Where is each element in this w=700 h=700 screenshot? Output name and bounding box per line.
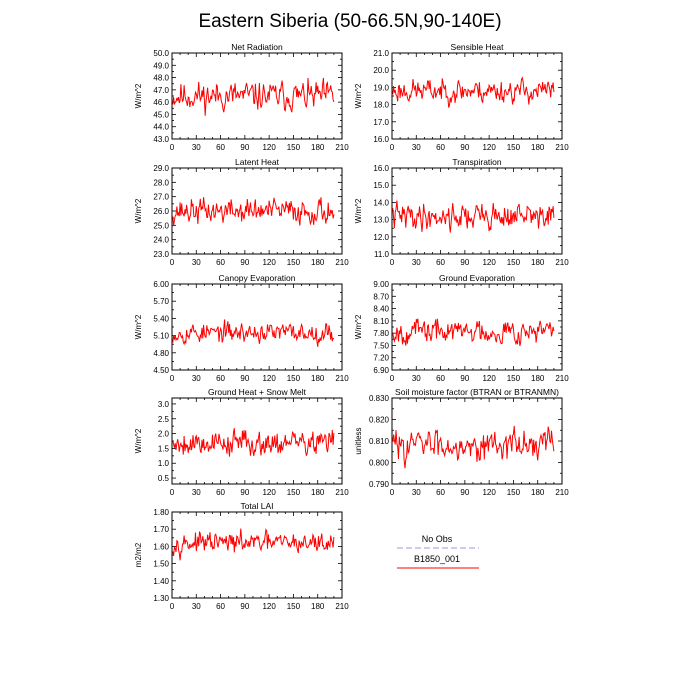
y-tick-label: 1.30: [153, 594, 169, 603]
y-tick-label: 48.0: [153, 73, 169, 83]
x-tick-label: 150: [286, 143, 301, 152]
x-tick-label: 180: [311, 258, 325, 267]
series-line: [393, 201, 554, 233]
y-tick-label: 44.0: [153, 122, 169, 132]
legend-label-no-obs: No Obs: [421, 534, 453, 544]
x-tick-label: 150: [506, 374, 521, 383]
x-tick-label: 60: [216, 602, 226, 611]
chart-panel: [354, 387, 569, 497]
series-line: [173, 529, 334, 561]
x-tick-label: 60: [216, 143, 226, 152]
chart-title: Ground Heat + Snow Melt: [207, 387, 307, 397]
plot-frame: [392, 284, 562, 370]
x-tick-label: 30: [191, 258, 201, 267]
x-tick-label: 90: [240, 374, 250, 383]
x-tick-label: 60: [436, 143, 446, 152]
y-tick-label: 1.60: [153, 542, 169, 552]
x-tick-label: 210: [335, 258, 349, 267]
y-axis-label: W/m^2: [354, 83, 363, 109]
x-tick-label: 210: [555, 374, 569, 383]
chart-panel: [134, 387, 349, 497]
panels: [134, 42, 569, 611]
y-tick-label: 0.810: [368, 437, 389, 446]
x-tick-label: 120: [262, 143, 276, 152]
x-tick-label: 60: [436, 488, 446, 497]
y-tick-label: 17.0: [373, 117, 389, 127]
series-line: [393, 426, 554, 468]
x-tick-label: 120: [482, 143, 496, 152]
y-tick-label: 16.0: [373, 164, 389, 173]
y-tick-label: 27.0: [153, 192, 169, 202]
x-tick-label: 180: [311, 374, 325, 383]
x-tick-label: 120: [262, 602, 276, 611]
series-line: [173, 428, 334, 456]
x-tick-label: 30: [191, 488, 201, 497]
x-tick-label: 0: [389, 258, 395, 267]
y-tick-label: 1.5: [157, 444, 169, 454]
y-tick-label: 9.00: [373, 280, 389, 289]
chart-panel: [134, 273, 349, 383]
y-tick-label: 28.0: [153, 178, 169, 188]
plot-frame: [392, 53, 562, 139]
chart-title: Net Radiation: [231, 42, 283, 52]
y-tick-label: 2.0: [157, 429, 169, 439]
y-tick-label: 6.90: [373, 366, 389, 375]
x-tick-label: 180: [311, 143, 325, 152]
y-tick-label: 11.0: [374, 250, 389, 259]
y-axis-label: W/m^2: [134, 428, 143, 454]
x-tick-label: 0: [169, 374, 175, 383]
y-tick-label: 7.80: [373, 329, 389, 339]
y-axis-label: W/m^2: [134, 198, 143, 224]
x-tick-label: 210: [555, 488, 569, 497]
x-tick-label: 30: [411, 488, 421, 497]
chart-title: Total LAI: [240, 501, 274, 511]
y-tick-label: 29.0: [153, 164, 169, 173]
y-tick-label: 46.0: [153, 98, 169, 108]
y-tick-label: 1.0: [157, 459, 169, 469]
figure-title: Eastern Siberia (50-66.5N,90-140E): [198, 11, 502, 32]
x-tick-label: 30: [191, 374, 201, 383]
chart-title: Sensible Heat: [450, 42, 504, 52]
y-tick-label: 4.80: [153, 348, 169, 358]
y-tick-label: 26.0: [153, 207, 169, 216]
plot-frame: [172, 284, 342, 370]
y-tick-label: 18.0: [373, 100, 389, 110]
x-tick-label: 60: [436, 374, 446, 383]
y-tick-label: 25.0: [153, 221, 169, 231]
x-tick-label: 0: [169, 602, 175, 611]
chart-panel: [354, 273, 569, 383]
y-tick-label: 0.5: [157, 474, 169, 484]
x-tick-label: 210: [555, 143, 569, 152]
x-tick-label: 210: [555, 258, 569, 267]
y-axis-label: W/m^2: [134, 314, 143, 340]
x-tick-label: 60: [216, 258, 226, 267]
y-tick-label: 47.0: [153, 85, 169, 95]
y-tick-label: 2.5: [157, 414, 169, 424]
y-tick-label: 7.50: [373, 341, 389, 351]
x-tick-label: 30: [191, 602, 201, 611]
y-tick-label: 5.70: [153, 297, 169, 307]
x-tick-label: 60: [216, 488, 226, 497]
y-tick-label: 16.0: [373, 135, 389, 144]
y-tick-label: 0.820: [368, 415, 389, 425]
x-tick-label: 90: [240, 143, 250, 152]
y-axis-label: m2/m2: [134, 542, 143, 568]
x-tick-label: 0: [389, 488, 395, 497]
x-tick-label: 0: [169, 143, 175, 152]
y-tick-label: 0.790: [368, 480, 389, 489]
x-tick-label: 180: [311, 602, 325, 611]
series-line: [173, 319, 334, 346]
x-tick-label: 30: [191, 143, 201, 152]
y-tick-label: 8.70: [373, 292, 389, 302]
y-tick-label: 3.0: [157, 399, 169, 409]
x-tick-label: 210: [335, 602, 349, 611]
x-tick-label: 210: [335, 143, 349, 152]
y-tick-label: 43.0: [153, 135, 169, 144]
x-tick-label: 150: [506, 488, 521, 497]
y-tick-label: 23.0: [153, 250, 169, 259]
series-line: [173, 78, 334, 116]
y-axis-label: W/m^2: [354, 198, 363, 224]
x-tick-label: 210: [335, 374, 349, 383]
chart-title: Soil moisture factor (BTRAN or BTRANMN): [395, 387, 559, 397]
x-tick-label: 210: [335, 488, 349, 497]
series-line: [173, 197, 334, 226]
y-tick-label: 8.10: [373, 316, 389, 326]
x-tick-label: 180: [311, 488, 325, 497]
chart-title: Canopy Evaporation: [218, 273, 296, 283]
chart-panel: [134, 501, 349, 611]
y-tick-label: 1.50: [153, 559, 169, 569]
y-tick-label: 5.10: [153, 331, 169, 341]
y-tick-label: 50.0: [153, 49, 169, 58]
x-tick-label: 120: [482, 258, 496, 267]
chart-panel: [354, 157, 569, 267]
x-tick-label: 90: [460, 374, 470, 383]
x-tick-label: 60: [436, 258, 446, 267]
x-tick-label: 90: [240, 602, 250, 611]
y-axis-label: W/m^2: [354, 314, 363, 340]
x-tick-label: 0: [389, 143, 395, 152]
y-axis-label: unitless: [354, 427, 363, 455]
x-tick-label: 150: [286, 374, 301, 383]
x-tick-label: 90: [240, 258, 250, 267]
x-tick-label: 0: [169, 488, 175, 497]
x-tick-label: 150: [286, 602, 301, 611]
y-tick-label: 8.40: [373, 304, 389, 314]
y-tick-label: 20.0: [373, 66, 389, 76]
x-tick-label: 150: [506, 143, 521, 152]
chart-panel: [134, 157, 349, 267]
x-tick-label: 30: [411, 143, 421, 152]
x-tick-label: 90: [240, 488, 250, 497]
y-tick-label: 21.0: [373, 49, 389, 58]
y-tick-label: 1.70: [153, 525, 169, 535]
x-tick-label: 30: [411, 374, 421, 383]
y-tick-label: 1.40: [153, 576, 169, 586]
x-tick-label: 90: [460, 258, 470, 267]
x-tick-label: 180: [531, 374, 545, 383]
legend: [397, 534, 479, 568]
legend-label-b1850: B1850_001: [413, 554, 461, 564]
series-line: [393, 319, 554, 346]
y-tick-label: 19.0: [373, 83, 389, 93]
x-tick-label: 180: [531, 488, 545, 497]
x-tick-label: 120: [482, 488, 496, 497]
y-tick-label: 1.80: [153, 508, 169, 517]
chart-panel: [354, 42, 569, 152]
series-line: [393, 78, 554, 108]
y-tick-label: 0.800: [368, 458, 389, 468]
y-tick-label: 13.0: [373, 215, 389, 225]
y-tick-label: 5.40: [153, 314, 169, 324]
x-tick-label: 120: [262, 488, 276, 497]
chart-title: Latent Heat: [235, 157, 279, 167]
x-tick-label: 60: [216, 374, 226, 383]
chart-title: Transpiration: [452, 157, 502, 167]
y-tick-label: 6.00: [153, 280, 169, 289]
chart-panel: [134, 42, 349, 152]
plot-frame: [172, 512, 342, 598]
x-tick-label: 120: [262, 374, 276, 383]
x-tick-label: 90: [460, 143, 470, 152]
x-tick-label: 180: [531, 258, 545, 267]
y-tick-label: 0.830: [368, 394, 389, 403]
y-tick-label: 14.0: [373, 198, 389, 208]
x-tick-label: 120: [262, 258, 276, 267]
y-tick-label: 49.0: [153, 61, 169, 71]
plot-frame: [172, 168, 342, 254]
y-tick-label: 45.0: [153, 110, 169, 120]
y-tick-label: 15.0: [373, 181, 389, 191]
chart-title: Ground Evaporation: [438, 273, 516, 283]
x-tick-label: 120: [482, 374, 496, 383]
x-tick-label: 90: [460, 488, 470, 497]
x-tick-label: 180: [531, 143, 545, 152]
x-tick-label: 30: [411, 258, 421, 267]
x-tick-label: 150: [286, 488, 301, 497]
x-tick-label: 0: [169, 258, 175, 267]
x-tick-label: 150: [286, 258, 301, 267]
x-tick-label: 0: [389, 374, 395, 383]
y-axis-label: W/m^2: [134, 83, 143, 109]
y-tick-label: 7.20: [373, 353, 389, 363]
y-tick-label: 12.0: [373, 232, 389, 242]
y-tick-label: 4.50: [153, 366, 169, 375]
y-tick-label: 24.0: [153, 235, 169, 245]
x-tick-label: 150: [506, 258, 521, 267]
